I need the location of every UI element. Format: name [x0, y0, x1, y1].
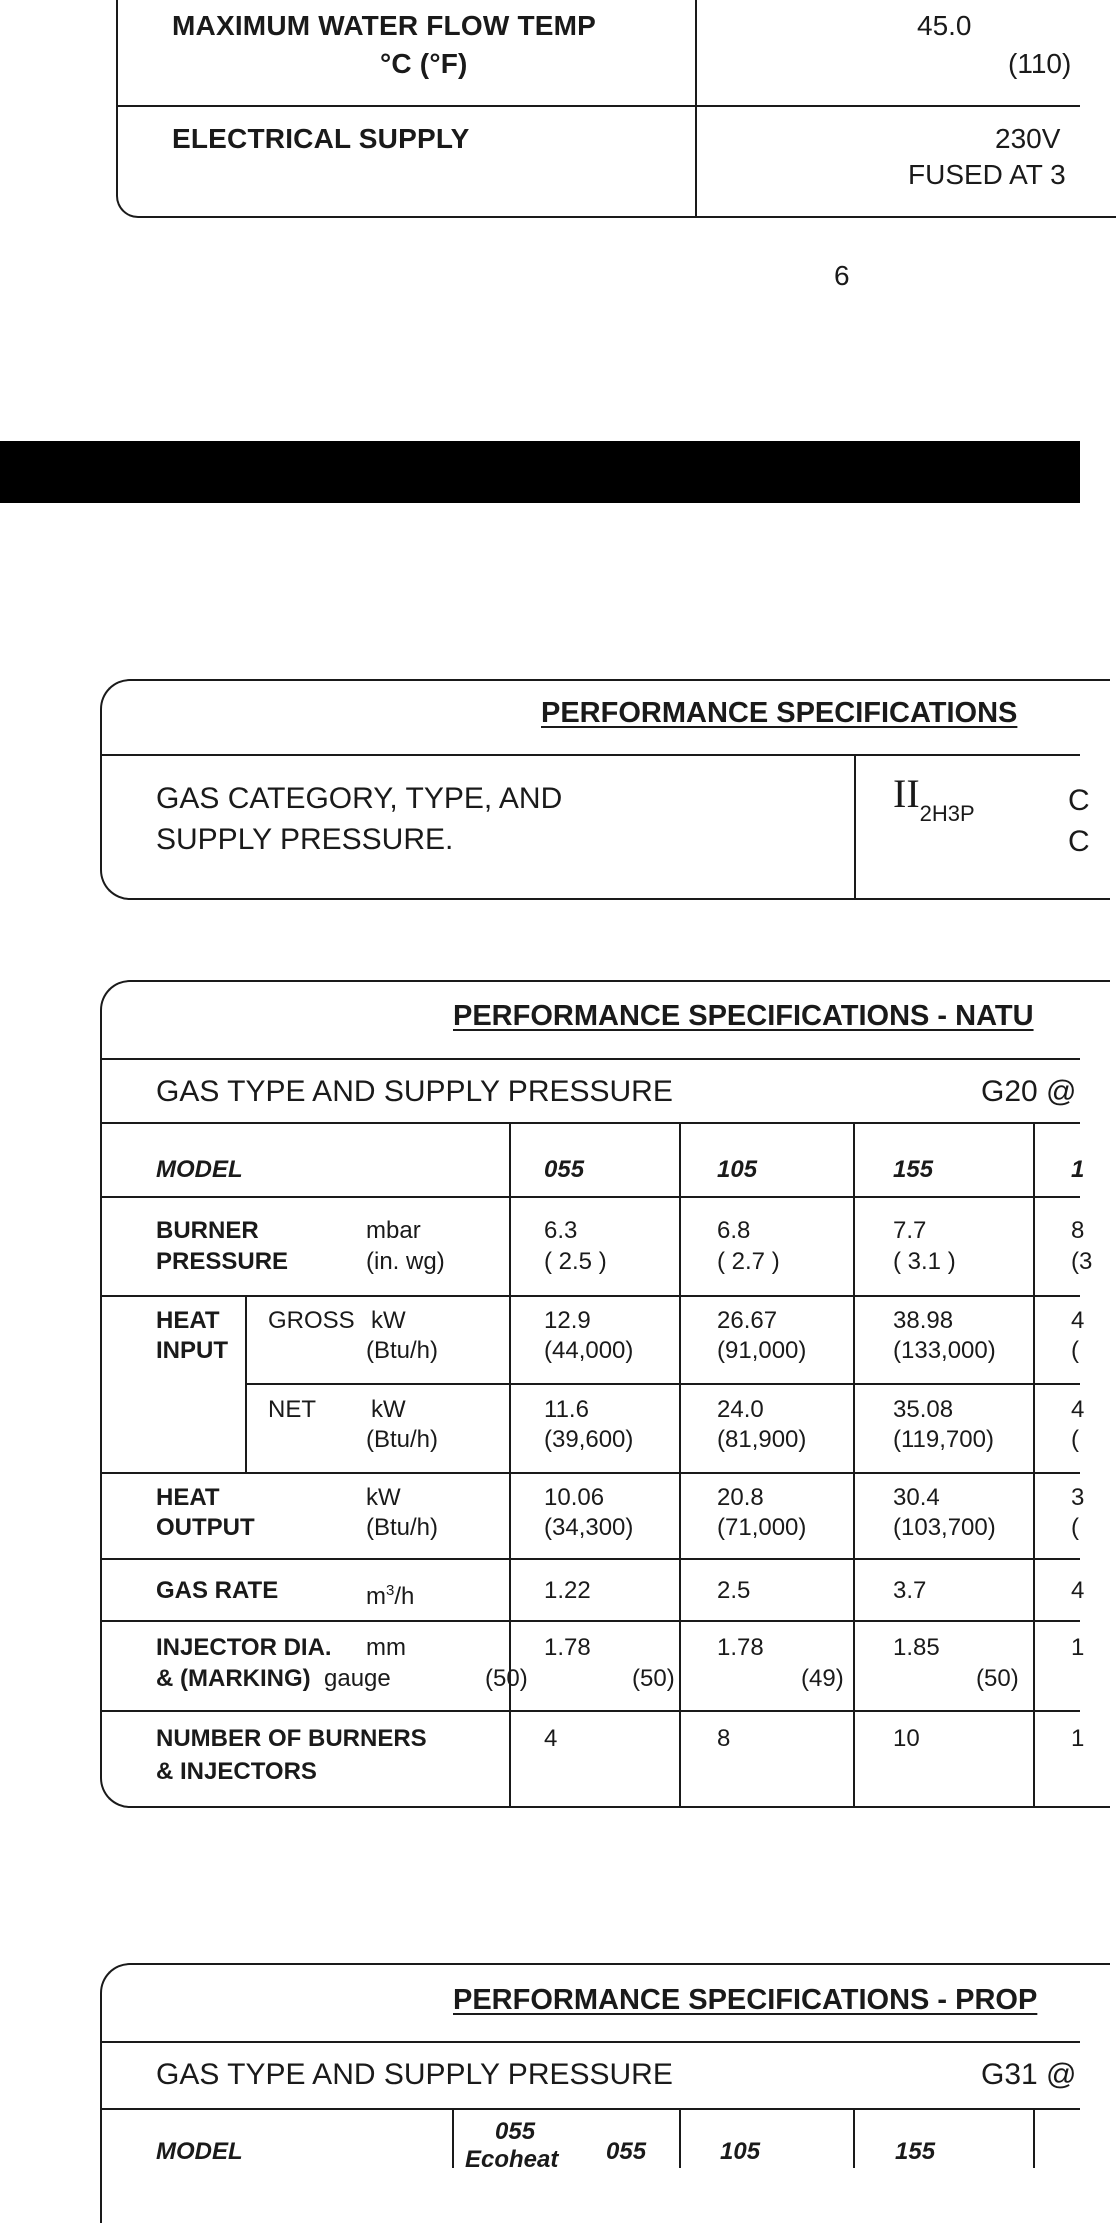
pr-col-line-4: [1033, 2108, 1035, 2168]
ng-net-unit-1: kW: [371, 1396, 406, 1423]
ng-inj-155-b: (50): [976, 1665, 1019, 1692]
ng-net-105-a: 24.0: [717, 1396, 764, 1423]
ng-inj-155-a: 1.85: [893, 1634, 940, 1661]
ng-model-label: MODEL: [156, 1156, 243, 1183]
ng-gas-type-value: G20 @: [981, 1075, 1077, 1108]
ng-model-055: 055: [544, 1156, 585, 1183]
top-table-row-divider: [116, 105, 1080, 107]
ng-model-155: 155: [893, 1156, 934, 1183]
ng-row-line-output: [100, 1558, 1080, 1560]
ng-net-155-b: (119,700): [893, 1426, 994, 1453]
ng-gross-unit-1: kW: [371, 1307, 406, 1334]
ng-injector-label-1: INJECTOR DIA.: [156, 1634, 332, 1661]
ng-model-cut: 1: [1071, 1156, 1085, 1183]
ng-gross-055-b: (44,000): [544, 1337, 634, 1364]
ng-heat-output-label-1: HEAT: [156, 1484, 220, 1511]
pr-col-line-2: [679, 2108, 681, 2168]
pr-model-ecoheat-label: Ecoheat: [465, 2146, 559, 2173]
ng-bp-cut-b: (3: [1071, 1248, 1093, 1275]
ng-net-105-b: (81,900): [717, 1426, 807, 1453]
ng-gross-cut-b: (: [1071, 1337, 1079, 1364]
ng-net-155-a: 35.08: [893, 1396, 954, 1423]
ng-heat-input-label-1: HEAT: [156, 1307, 220, 1334]
pr-model-105: 105: [720, 2138, 761, 2165]
gas-category-label-line2: SUPPLY PRESSURE.: [156, 823, 454, 856]
ng-inj-105-b: (49): [801, 1665, 844, 1692]
max-water-flow-label: MAXIMUM WATER FLOW TEMP: [172, 10, 597, 41]
ng-ho-155-b: (103,700): [893, 1514, 996, 1541]
top-table-col-divider: [695, 0, 697, 216]
ng-gross-155-a: 38.98: [893, 1307, 954, 1334]
gas-category-cut-1: C: [1068, 784, 1090, 817]
ng-gross-unit-2: (Btu/h): [366, 1337, 439, 1364]
ng-net-055-a: 11.6: [544, 1396, 589, 1423]
propane-title: PERFORMANCE SPECIFICATIONS - PROP: [453, 1984, 1038, 2016]
ng-net-055-b: (39,600): [544, 1426, 634, 1453]
pr-model-155: 155: [895, 2138, 936, 2165]
page-separator-band: [0, 441, 1080, 503]
ng-burners-label-1: NUMBER OF BURNERS: [156, 1725, 427, 1752]
ng-col-line-3: [853, 1122, 855, 1808]
performance-header-divider: [100, 754, 1080, 756]
ng-heat-output-label-2: OUTPUT: [156, 1514, 255, 1541]
ng-burners-cut: 1: [1071, 1725, 1085, 1752]
ng-row-line-gross: [245, 1383, 1080, 1385]
ng-row-line-gasrate: [100, 1620, 1080, 1622]
ng-gas-rate-unit-tail: /h: [394, 1583, 415, 1610]
category-roman: II: [893, 771, 920, 816]
ng-col-line-4: [1033, 1122, 1035, 1808]
ng-burner-pressure-unit-2: (in. wg): [366, 1248, 445, 1275]
performance-col-divider: [854, 754, 856, 900]
ng-row-line-model: [100, 1196, 1080, 1198]
ng-injector-unit-2: gauge: [324, 1665, 391, 1692]
ng-gr-105: 2.5: [717, 1577, 751, 1604]
ng-inj-055-a: 1.78: [544, 1634, 591, 1661]
pr-divider-2: [100, 2108, 1080, 2110]
ng-gross-105-a: 26.67: [717, 1307, 778, 1334]
ng-gross-055-a: 12.9: [544, 1307, 591, 1334]
ng-injector-label-2: & (MARKING): [156, 1665, 311, 1692]
pr-model-label: MODEL: [156, 2138, 243, 2165]
ng-net-unit-2: (Btu/h): [366, 1426, 439, 1453]
ng-gr-cut: 4: [1071, 1577, 1085, 1604]
ng-ho-055-b: (34,300): [544, 1514, 634, 1541]
page-number: 6: [834, 260, 850, 291]
ng-burners-055: 4: [544, 1725, 558, 1752]
ng-burner-pressure-label-1: BURNER: [156, 1217, 259, 1244]
ng-inj-055-b: (50): [632, 1665, 675, 1692]
ng-ho-055-a: 10.06: [544, 1484, 605, 1511]
ng-col-line-2: [679, 1122, 681, 1808]
max-water-flow-value: 45.0: [917, 10, 972, 41]
pr-gas-type-label: GAS TYPE AND SUPPLY PRESSURE: [156, 2058, 673, 2091]
ng-gr-055: 1.22: [544, 1577, 591, 1604]
ng-col-line-1: [509, 1122, 511, 1808]
ng-injector-unit-1: mm: [366, 1634, 406, 1661]
ng-inj-105-a: 1.78: [717, 1634, 764, 1661]
electrical-supply-fuse: FUSED AT 3: [908, 159, 1066, 190]
ng-heat-output-unit-1: kW: [366, 1484, 401, 1511]
ng-net-cut-b: (: [1071, 1426, 1079, 1453]
ng-gross-label: GROSS: [268, 1307, 355, 1334]
natural-gas-title: PERFORMANCE SPECIFICATIONS - NATU: [453, 1000, 1034, 1032]
ng-gross-cut-a: 4: [1071, 1307, 1085, 1334]
ng-burner-pressure-label-2: PRESSURE: [156, 1248, 289, 1275]
pr-model-055-ecoheat: 055: [495, 2118, 536, 2145]
ng-gross-155-b: (133,000): [893, 1337, 996, 1364]
ng-ho-105-b: (71,000): [717, 1514, 807, 1541]
ng-bp-055-b: ( 2.5 ): [544, 1248, 607, 1275]
gas-category-cut-2: C: [1068, 825, 1090, 858]
gas-category-value: [893, 770, 975, 826]
ng-inj-cut-a: 1: [1071, 1634, 1085, 1661]
max-water-flow-unit: °C (°F): [380, 48, 468, 79]
ng-gross-105-b: (91,000): [717, 1337, 807, 1364]
ng-row-line-net: [100, 1472, 1080, 1474]
ng-burners-label-2: & INJECTORS: [156, 1758, 317, 1785]
ng-gas-rate-label: GAS RATE: [156, 1577, 279, 1604]
ng-burners-155: 10: [893, 1725, 920, 1752]
category-subscript: 2H3P: [919, 801, 975, 826]
ng-gas-type-label: GAS TYPE AND SUPPLY PRESSURE: [156, 1075, 673, 1108]
pr-gas-type-value: G31 @: [981, 2058, 1077, 2091]
gas-category-label-line1: GAS CATEGORY, TYPE, AND: [156, 782, 563, 815]
electrical-supply-value: 230V: [995, 123, 1061, 154]
ng-gas-rate-unit-sup: 3: [386, 1582, 395, 1599]
ng-ho-cut-b: (: [1071, 1514, 1079, 1541]
pr-col-line-1: [452, 2108, 454, 2168]
ng-row-line-injector: [100, 1710, 1080, 1712]
ng-inj-lead-marking: (50): [485, 1665, 528, 1692]
ng-net-label: NET: [268, 1396, 316, 1423]
ng-burners-105: 8: [717, 1725, 731, 1752]
ng-heat-output-unit-2: (Btu/h): [366, 1514, 439, 1541]
ng-ho-105-a: 20.8: [717, 1484, 764, 1511]
ng-ho-155-a: 30.4: [893, 1484, 940, 1511]
pr-col-line-3: [853, 2108, 855, 2168]
max-water-flow-value-f: (110): [1008, 48, 1072, 79]
ng-heat-input-label-2: INPUT: [156, 1337, 228, 1364]
ng-bp-105-a: 6.8: [717, 1217, 751, 1244]
pr-model-055: 055: [606, 2138, 647, 2165]
ng-bp-155-b: ( 3.1 ): [893, 1248, 956, 1275]
ng-bp-105-b: ( 2.7 ): [717, 1248, 780, 1275]
ng-bp-155-a: 7.7: [893, 1217, 927, 1244]
ng-bp-055-a: 6.3: [544, 1217, 578, 1244]
ng-gr-155: 3.7: [893, 1577, 927, 1604]
ng-ho-cut-a: 3: [1071, 1484, 1085, 1511]
ng-burner-pressure-unit-1: mbar: [366, 1217, 421, 1244]
ng-row-line-burner: [100, 1295, 1080, 1297]
ng-model-105: 105: [717, 1156, 758, 1183]
ng-gas-rate-unit: [366, 1575, 414, 1613]
ng-net-cut-a: 4: [1071, 1396, 1085, 1423]
ng-divider-2: [100, 1122, 1080, 1124]
pr-divider-1: [100, 2041, 1080, 2043]
performance-spec-title: PERFORMANCE SPECIFICATIONS: [541, 697, 1018, 729]
electrical-supply-label: ELECTRICAL SUPPLY: [172, 123, 470, 154]
ng-bp-cut-a: 8: [1071, 1217, 1085, 1244]
ng-gas-rate-unit-base: m: [366, 1583, 386, 1610]
ng-divider-1: [100, 1058, 1080, 1060]
